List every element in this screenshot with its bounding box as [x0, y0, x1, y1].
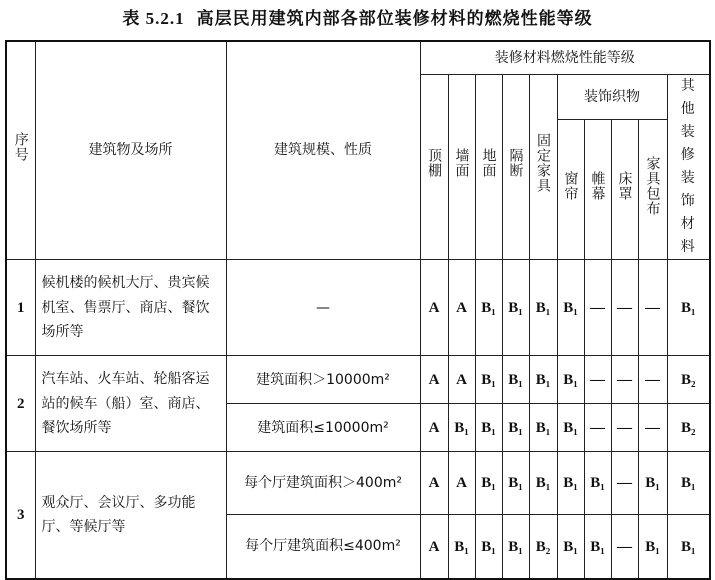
ceiling-class: A [420, 356, 448, 404]
partition-class: B₁ [502, 356, 529, 404]
table-caption [0, 4, 715, 32]
bedcover-class: — [611, 260, 638, 356]
wall-class: B₁ [448, 515, 475, 579]
curtain-class: B₁ [557, 452, 584, 515]
header-scale: 建筑规模、性质 [226, 41, 420, 260]
wall-class: A [448, 260, 475, 356]
other-class: B₁ [667, 515, 710, 579]
partition-class: B₁ [502, 452, 529, 515]
header-drape: 帷幕 [584, 120, 611, 260]
wall-class: B₁ [448, 404, 475, 452]
drape-class: B₁ [584, 515, 611, 579]
ceiling-class: A [420, 404, 448, 452]
fixed-furniture-class: B₁ [529, 260, 557, 356]
drape-class: — [584, 260, 611, 356]
place-cell: 观众厅、会议厅、多功能厅、等候厅等 [35, 452, 226, 579]
drape-class: B₁ [584, 452, 611, 515]
header-wall: 墙面 [448, 74, 475, 260]
ceiling-class: A [420, 260, 448, 356]
scale-cell: 建筑面积≤10000m² [226, 404, 420, 452]
place-cell: 汽车站、火车站、轮船客运站的候车（船）室、商店、餐饮场所等 [35, 356, 226, 452]
row-index: 1 [6, 260, 35, 356]
ceiling-class: A [420, 452, 448, 515]
other-class: B₁ [667, 452, 710, 515]
floor-class: B₁ [475, 404, 502, 452]
fixed-furniture-class: B₂ [529, 515, 557, 579]
bedcover-class: — [611, 404, 638, 452]
table-title: 高层民用建筑内部各部位装修材料的燃烧性能等级 [196, 9, 593, 29]
fixed-furniture-class: B₁ [529, 404, 557, 452]
floor-class: B₁ [475, 260, 502, 356]
drape-class: — [584, 356, 611, 404]
fixed-furniture-class: B₁ [529, 356, 557, 404]
partition-class: B₁ [502, 515, 529, 579]
curtain-class: B₁ [557, 515, 584, 579]
other-class: B₁ [667, 260, 710, 356]
partition-class: B₁ [502, 404, 529, 452]
other-class: B₂ [667, 404, 710, 452]
header-floor: 地面 [475, 74, 502, 260]
header-bedcover: 床罩 [611, 120, 638, 260]
scale-cell: 每个厅建筑面积≤400m² [226, 515, 420, 579]
scale-cell: — [226, 260, 420, 356]
header-partition: 隔断 [502, 74, 529, 260]
furniture-wrap-class: B₁ [638, 515, 667, 579]
other-class: B₂ [667, 356, 710, 404]
floor-class: B₁ [475, 515, 502, 579]
furniture-wrap-class: — [638, 260, 667, 356]
table-row [6, 356, 710, 404]
table-row [6, 260, 710, 356]
furniture-wrap-class: — [638, 404, 667, 452]
bedcover-class: — [611, 356, 638, 404]
furniture-wrap-class: — [638, 356, 667, 404]
wall-class: A [448, 452, 475, 515]
header-place: 建筑物及场所 [35, 41, 226, 260]
curtain-class: B₁ [557, 356, 584, 404]
table-row [6, 452, 710, 515]
scale-cell: 建筑面积＞10000m² [226, 356, 420, 404]
header-decorative-fabrics: 装饰织物 [557, 74, 667, 120]
ceiling-class: A [420, 515, 448, 579]
header-curtain: 窗帘 [557, 120, 584, 260]
row-index: 2 [6, 356, 35, 452]
row-index: 3 [6, 452, 35, 579]
drape-class: — [584, 404, 611, 452]
header-ceiling: 顶棚 [420, 74, 448, 260]
header-row-1 [6, 41, 710, 74]
place-cell: 候机楼的候机大厅、贵宾候机室、售票厅、商店、餐饮场所等 [35, 260, 226, 356]
furniture-wrap-class: B₁ [638, 452, 667, 515]
scale-cell: 每个厅建筑面积＞400m² [226, 452, 420, 515]
floor-class: B₁ [475, 356, 502, 404]
floor-class: B₁ [475, 452, 502, 515]
header-index: 序号 [6, 41, 35, 260]
table-number: 表 5.2.1 [122, 9, 185, 28]
bedcover-class: — [611, 515, 638, 579]
bedcover-class: — [611, 452, 638, 515]
partition-class: B₁ [502, 260, 529, 356]
fire-rating-table [5, 40, 711, 580]
curtain-class: B₁ [557, 404, 584, 452]
header-other-materials: 其他装修装饰材料 [667, 74, 710, 260]
header-furniture-wrap: 家具包布 [638, 120, 667, 260]
header-material-rating: 装修材料燃烧性能等级 [420, 41, 710, 74]
curtain-class: B₁ [557, 260, 584, 356]
fixed-furniture-class: B₁ [529, 452, 557, 515]
header-fixed-furniture: 固定家具 [529, 74, 557, 260]
wall-class: A [448, 356, 475, 404]
